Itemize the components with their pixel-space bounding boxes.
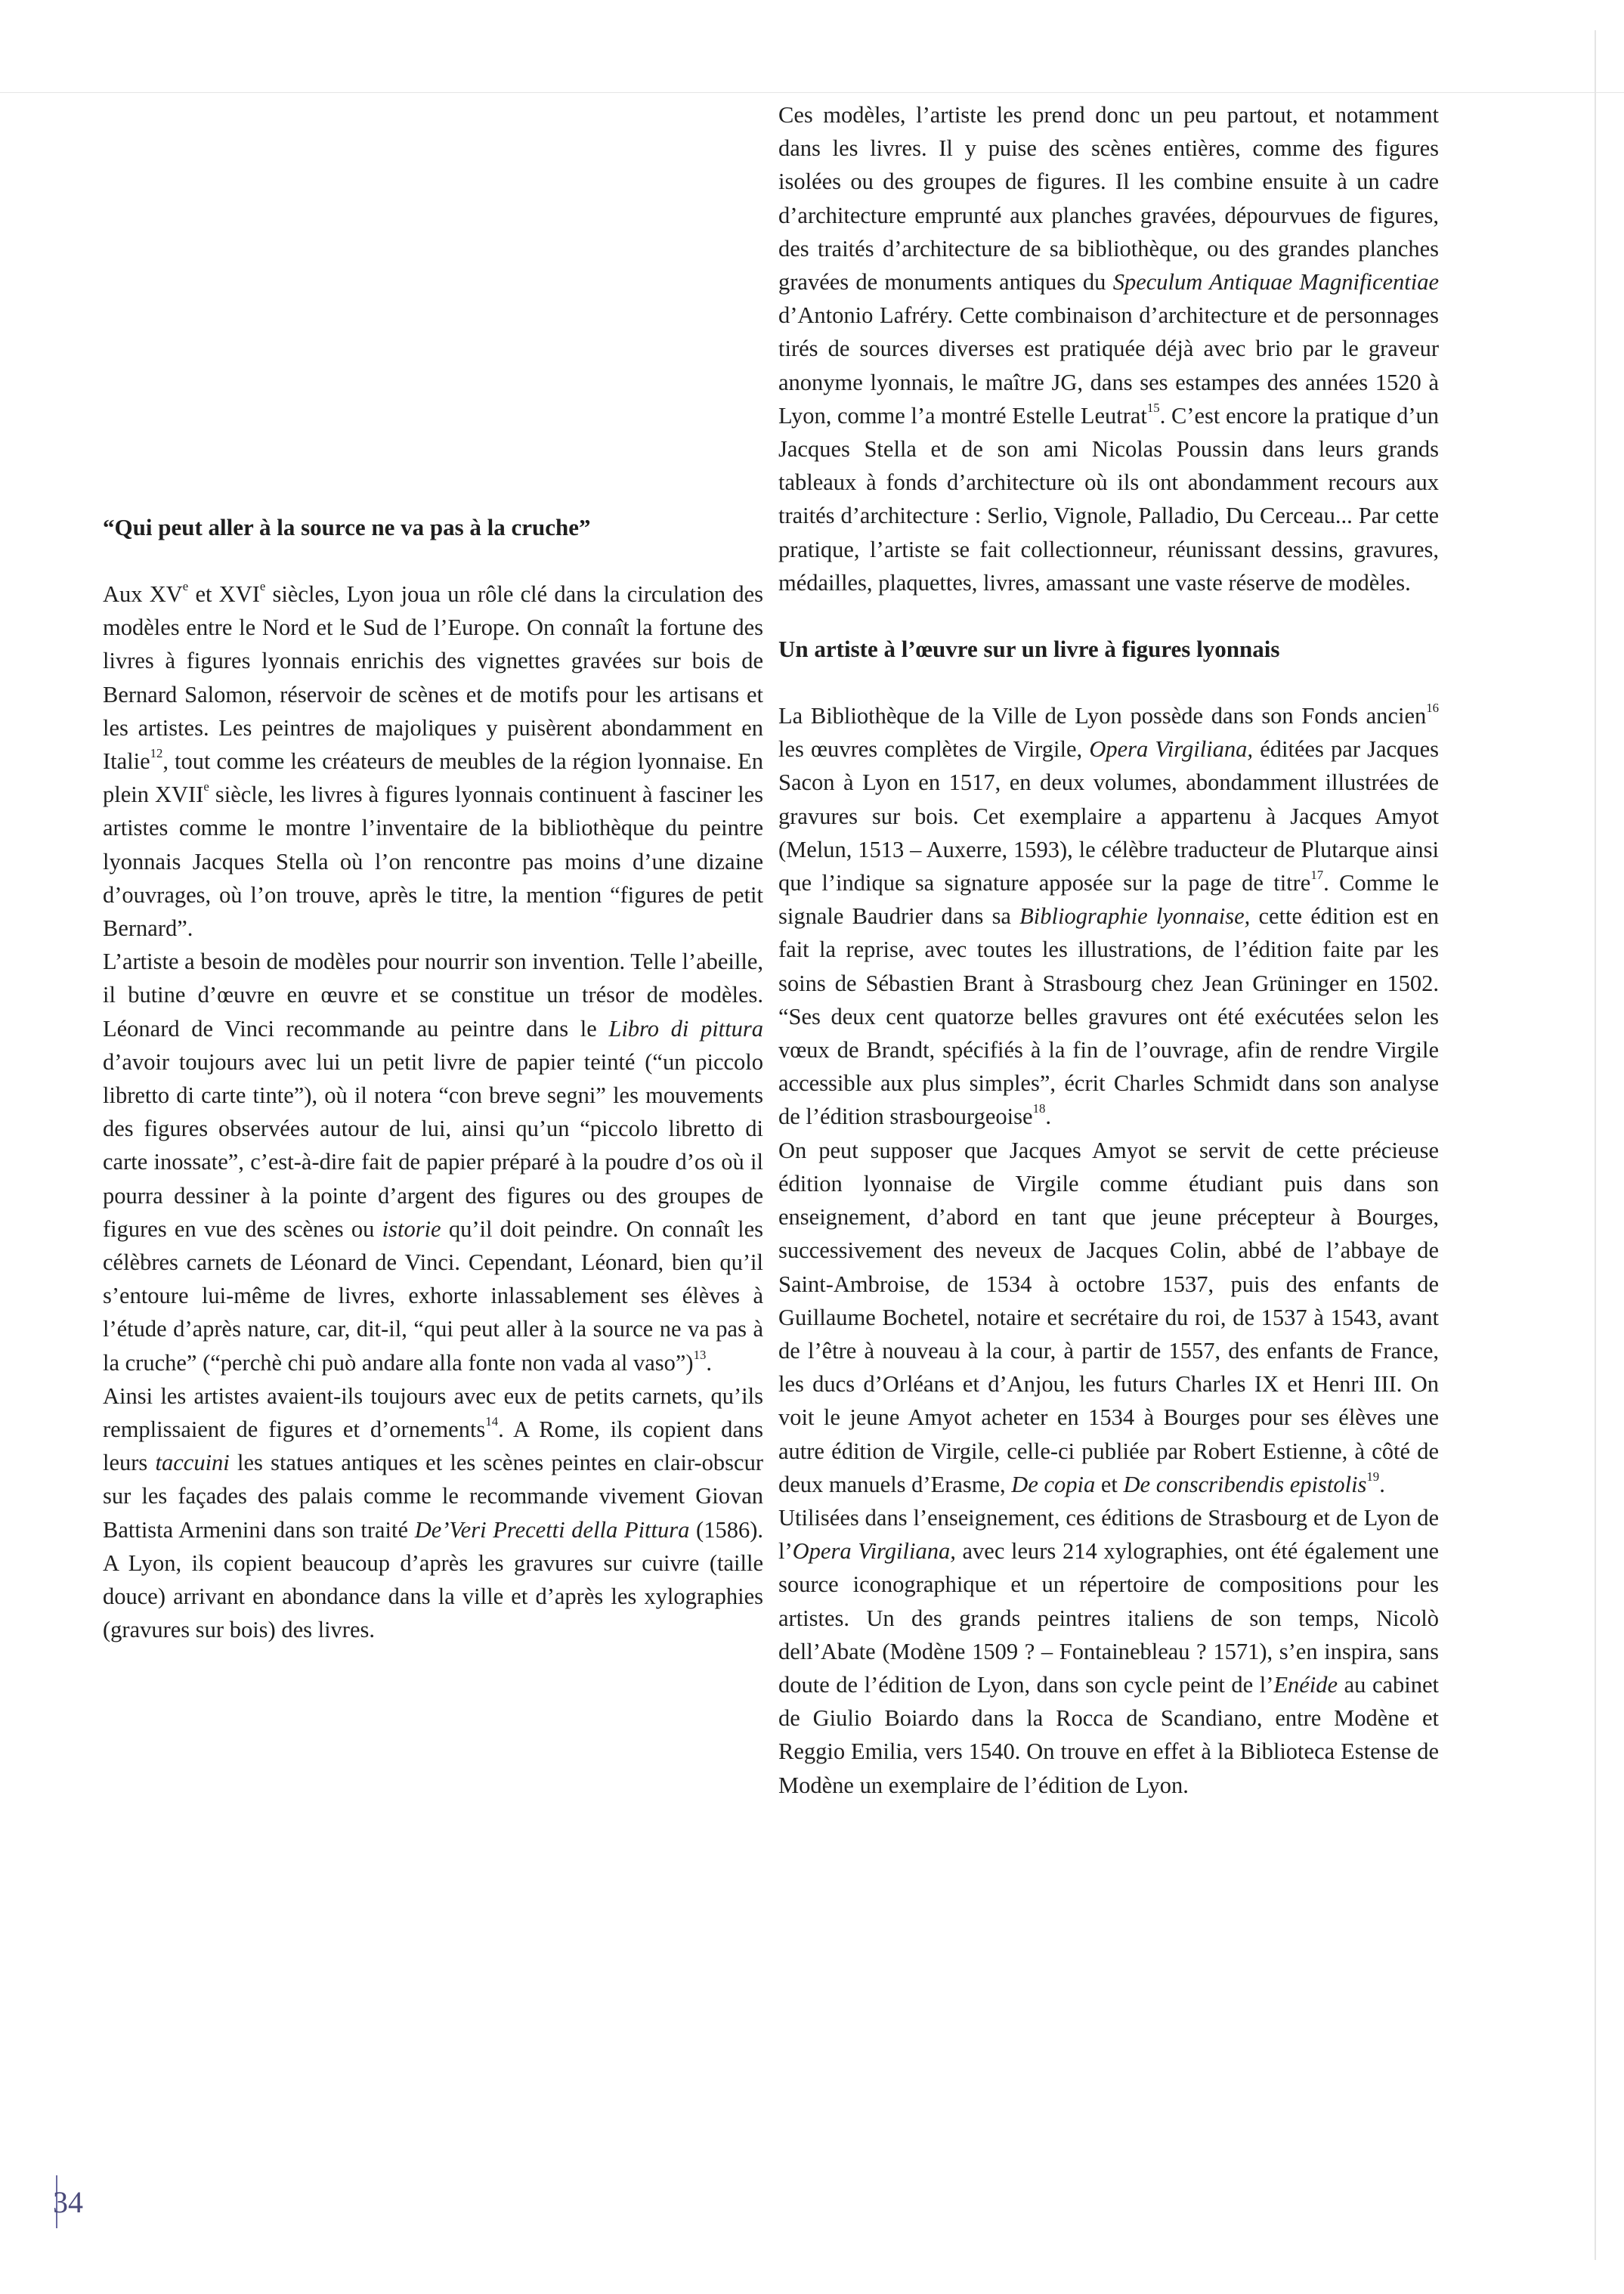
italic-title: De conscribendis epistolis [1123,1471,1367,1497]
superscript: e [203,779,209,794]
section-heading-source: “Qui peut aller à la source ne va pas à la cruche” [103,514,591,540]
section-heading-artist-at-work: Un artiste à l’œuvre sur un livre à figures lyonnais [778,636,1280,663]
top-rule [0,92,1624,93]
italic-term: taccuini [155,1450,230,1476]
right-margin-rule [1595,30,1596,2260]
italic-title: De copia [1011,1471,1096,1497]
italic-title: Libro di pittura [608,1015,763,1042]
italic-title: Speculum Antiquae Magnificentiae [1112,269,1439,296]
footnote-ref-17[interactable]: 17 [1310,867,1324,882]
right-column [778,98,1439,1802]
italic-title: Opera Virgiliana, [1089,736,1254,763]
italic-title: Opera Virgiliana, [792,1538,956,1565]
left-column [103,133,763,1647]
paragraph-models-everywhere: Ces modèles, l’artiste les prend donc un peu partout, et notamment dans les livres. Il y puise des scènes entières, comme des figures isolées ou des groupes de figures. Il les combine ensuite à un cadre d’architecture emprunté aux planches gravées, dépourvues de figures, des traités d’architecture de sa bibliothèque, ou des grandes planches gravées de monuments antiques du Speculum Antiquae Magnificentiae d’Antonio Lafréry. Cette combinaison d’architecture et de personnages tirés de sources diverses est pratiquée déjà avec brio par le graveur anonyme lyonnais, le maître JG, dans ses estampes des années 1520 à Lyon, comme l’a montré Estelle Leutrat$^{15}$. C’est encore la pratique d’un Jacques Stella et de son ami Nicolas Poussin dans leurs grands tableaux à fonds d’architecture où ils ont abondamment recours aux traités d’architecture : Serlio, Vignole, Palladio, Du Cerceau... Par cette pratique, l’artiste se fait collectionneur, réunissant dessins, gravures, médailles, plaquettes, livres, amassant une vaste réserve de modèles. [778,102,1440,596]
paragraph-bibliotheque-lyon: La Bibliothèque de la Ville de Lyon possède dans son Fonds ancien$^{16}$ les œuvres complètes de Virgile, Opera Virgiliana, éditées par Jacques Sacon à Lyon en 1517, en deux volumes, abondamment illustrées de gravures sur bois. Cet exemplaire a appartenu à Jacques Amyot (Melun, 1513 – Auxerre, 1593), le célèbre traducteur de Plutarque ainsi que l’indique sa signature apposée sur la page de titre$^{17}$. Comme le signale Baudrier dans sa Bibliographie lyonnaise, cette édition est en fait la reprise, avec toutes les illustrations, de l’édition faite par les soins de Sébastien Brant à Strasbourg chez Jean Grüninger en 1502. “Ses deux cent quatorze belles gravures ont été exécutées selon les vœux de Brandt, spécifiés à la fin de l’ouvrage, afin de rendre Virgile accessible aux plus simples”, écrit Charles Schmidt dans son analyse de l’édition strasbourgeoise$^{18}$. [778,700,1440,1130]
paragraph-amyot: On peut supposer que Jacques Amyot se servit de cette précieuse édition lyonnaise de Virgile comme étudiant puis dans son enseignement, d’abord en tant que jeune précepteur à Bourges, successivement des neveux de Jacques Colin, abbé de l’abbaye de Saint-Ambroise, de 1534 à octobre 1537, puis des enfants de Guillaume Bochetel, notaire et secrétaire du roi, de 1537 à 1543, avant de l’être à nouveau à la cour, à partir de 1557, des enfants de France, les ducs d’Orléans et d’Anjou, les futurs Charles IX et Henri III. On voit le jeune Amyot acheter en 1534 à Bourges pour ses élèves une autre édition de Virgile, celle-ci publiée par Robert Estienne, à côté de deux manuels d’Erasme, De copia et De conscribendis epistolis$^{19}$. [778,1137,1439,1497]
paragraph-editions-usage: Utilisées dans l’enseignement, ces éditions de Strasbourg et de Lyon de l’Opera Virgiliana, avec leurs 214 xylographies, ont été également une source iconographique et un répertoire de compositions pour les artistes. Un des grands peintres italiens de son temps, Nicolò dell’Abate (Modène 1509 ? – Fontainebleau ? 1571), s’en inspira, sans doute de l’édition de Lyon, dans son cycle peint de l’Enéide au cabinet de Giulio Boiardo dans la Rocca de Scandiano, entre Modène et Reggio Emilia, vers 1540. On trouve en effet à la Biblioteca Estense de Modène un exemplaire de l’édition de Lyon. [778,1504,1439,1798]
paragraph-carnets: Ainsi les artistes avaient-ils toujours avec eux de petits carnets, qu’ils remplissaient de figures et d’ornements$^{14}$. A Rome, ils copient dans leurs taccuini les statues antiques et les scènes peintes en clair-obscur sur les façades des palais comme le recommande vivement Giovan Battista Armenini dans son traité De’Veri Precetti della Pittura (1586). A Lyon, ils copient beaucoup d’après les gravures sur cuivre (taille douce) arrivant en abondance dans la ville et d’après les xylographies (gravures sur bois) des livres. [103,1382,764,1643]
footnote-ref-19[interactable]: 19 [1366,1469,1380,1484]
top-whitespace [103,133,763,511]
footnote-ref-12[interactable]: 12 [150,745,163,760]
footnote-ref-15[interactable]: 15 [1146,400,1160,415]
footnote-ref-18[interactable]: 18 [1032,1101,1046,1116]
page-number: 34 [53,2185,83,2219]
footnote-ref-14[interactable]: 14 [485,1413,499,1429]
italic-title: Bibliographie lyonnaise, [1019,903,1251,930]
italic-title: Enéide [1273,1671,1338,1698]
superscript: e [259,578,266,593]
footnote-ref-16[interactable]: 16 [1426,700,1439,715]
italic-term: istorie [382,1215,441,1242]
superscript: e [182,578,189,593]
italic-title: De’Veri Precetti della Pittura [414,1516,690,1543]
paragraph-lyon-circulation: Aux XVe et XVIe siècles, Lyon joua un rôle clé dans la circulation des modèles entre le Nord et le Sud de l’Europe. On connaît la fortune des livres à figures lyonnais enrichis des vignettes gravées sur bois de Bernard Salomon, réservoir de scènes et de motifs pour les artisans et les artistes. Les peintres de majoliques y puisèrent abondamment en Italie$^{12}$, tout comme les créateurs de meubles de la région lyonnaise. En plein XVIIe siècle, les livres à figures lyonnais continuent à fasciner les artistes comme le montre l’inventaire de la bibliothèque du peintre lyonnais Jacques Stella où l’on rencontre pas moins d’une dizaine d’ouvrages, où l’on trouve, après le titre, la mention “figures de petit Bernard”. [103,578,763,942]
paragraph-artist-models: L’artiste a besoin de modèles pour nourrir son invention. Telle l’abeille, il butine d’œuvre en œuvre et se constitue un trésor de modèles. Léonard de Vinci recommande au peintre dans le Libro di pittura d’avoir toujours avec lui un petit livre de papier teinté (“un piccolo libretto di carte tinte”), où il notera “con breve segni” les mouvements des figures observées autour de lui, ainsi qu’un “piccolo libretto di carte inossate”, c’est-à-dire fait de papier préparé à la poudre d’os où il pourra dessiner à la pointe d’argent des figures ou des groupes de figures en vue des scènes ou istorie qu’il doit peindre. On connaît les célèbres carnets de Léonard de Vinci. Cependant, Léonard, bien qu’il s’entoure lui-même de livres, exhorte inlassablement ses élèves à l’étude d’après nature, car, dit-il, “qui peut aller à la source ne va pas à la cruche” (“perchè chi può andare alla fonte non vada al vaso”)$^{13}$. [103,949,764,1376]
footnote-ref-13[interactable]: 13 [693,1347,707,1362]
